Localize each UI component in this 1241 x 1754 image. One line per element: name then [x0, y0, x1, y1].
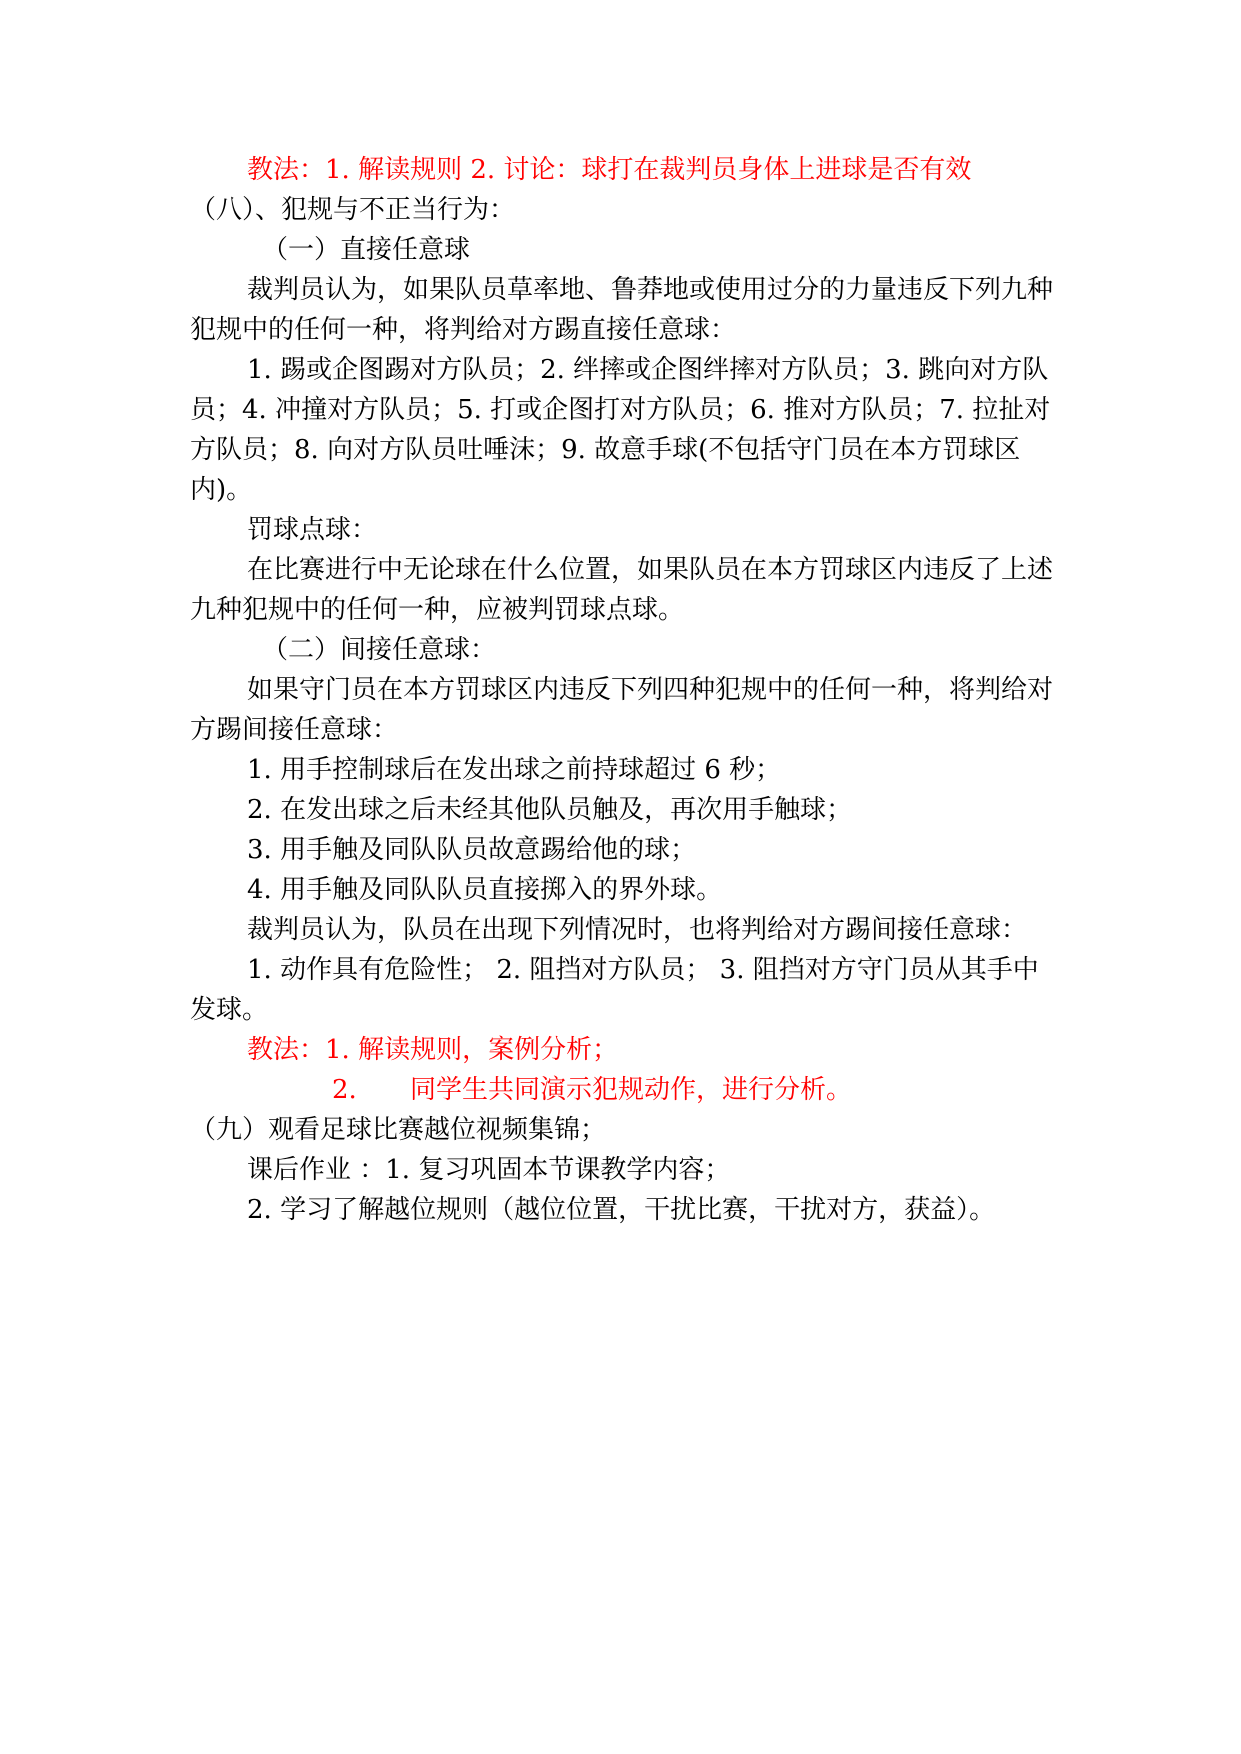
teaching-method-number: 2. — [332, 1075, 357, 1105]
teaching-method-line-2: 教法：1. 解读规则，案例分析； — [247, 1035, 619, 1065]
referee-indirect-cases: 1. 动作具有危险性； 2. 阻挡对方队员； 3. 阻挡对方守门员从其手中发球。 — [190, 955, 1039, 1025]
teaching-method-line-1: 教法：1. 解读规则 2. 讨论：球打在裁判员身体上进球是否有效 — [247, 155, 972, 185]
indirect-item: 1. 用手控制球后在发出球之前持球超过 6 秒； — [247, 755, 782, 785]
indirect-item: 4. 用手触及同队队员直接掷入的界外球。 — [247, 875, 723, 905]
indirect-free-kick-intro: 如果守门员在本方罚球区内违反下列四种犯规中的任何一种，将判给对方踢间接任意球： — [190, 675, 1054, 745]
penalty-kick-heading: 罚球点球： — [247, 515, 378, 545]
section-8-heading: （八）、犯规与不正当行为： — [190, 195, 516, 225]
section-9-heading: （九）观看足球比赛越位视频集锦； — [190, 1115, 607, 1145]
direct-free-kick-intro: 裁判员认为，如果队员草率地、鲁莽地或使用过分的力量违反下列九种犯规中的任何一种，将判给对方踢直接任意球： — [190, 275, 1054, 345]
indirect-free-kick-heading: （二）间接任意球： — [262, 635, 497, 665]
homework-line-1: 课后作业 ：1. 复习巩固本节课教学内容； — [247, 1155, 731, 1185]
direct-free-kick-heading: （一）直接任意球 — [262, 235, 471, 265]
teaching-method-text: 同学生共同演示犯规动作，进行分析。 — [410, 1075, 853, 1105]
indirect-item: 3. 用手触及同队队员故意踢给他的球； — [247, 835, 697, 865]
document-body — [190, 150, 1062, 1230]
penalty-kick-text: 在比赛进行中无论球在什么位置，如果队员在本方罚球区内违反了上述九种犯规中的任何一种，应被判罚球点球。 — [190, 555, 1054, 625]
homework-line-2: 2. 学习了解越位规则（越位位置，干扰比赛，干扰对方，获益）。 — [247, 1195, 996, 1225]
direct-free-kick-fouls: 1. 踢或企图踢对方队员；2. 绊摔或企图绊摔对方队员；3. 跳向对方队员；4. 冲撞对方队员；5. 打或企图打对方队员；6. 推对方队员；7. 拉扯对方队员；8. 向对方队员吐唾沫；9. 故意手球(不包括守门员在本方罚球区内)。 — [190, 355, 1051, 505]
teaching-method-line-3 — [190, 1070, 1062, 1110]
indirect-item: 2. 在发出球之后未经其他队员触及，再次用手触球； — [247, 795, 853, 825]
referee-indirect-intro: 裁判员认为，队员在出现下列情况时，也将判给对方踢间接任意球： — [247, 915, 1028, 945]
